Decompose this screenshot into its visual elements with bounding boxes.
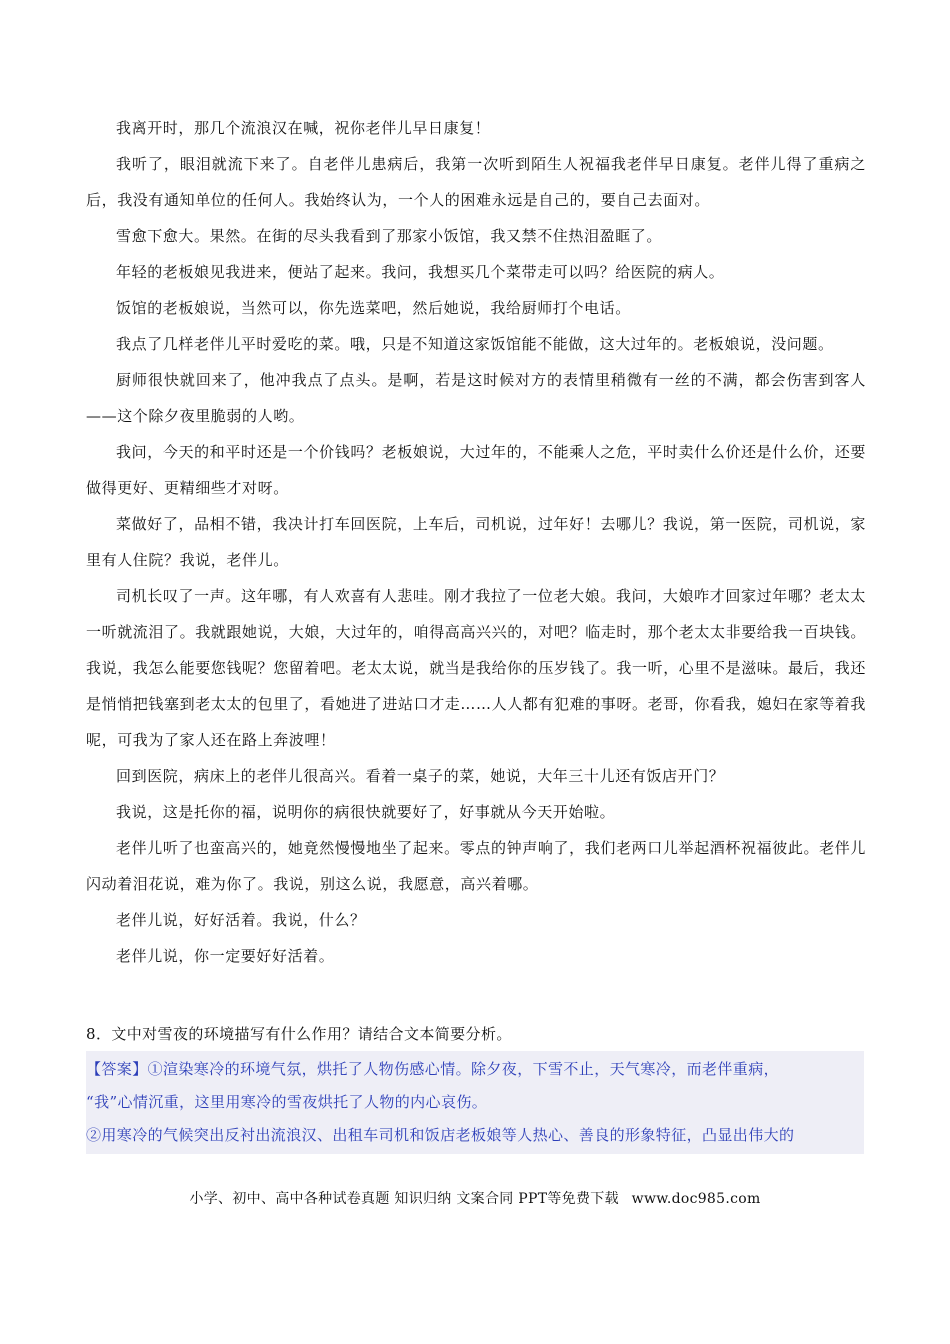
question-8: 8．文中对雪夜的环境描写有什么作用？请结合文本简要分析。 bbox=[86, 1025, 512, 1043]
paragraph-3: 雪愈下愈大。果然。在街的尽头我看到了那家小饭馆，我又禁不住热泪盈眶了。 bbox=[116, 227, 663, 245]
answer-line-2: “我”心情沉重，这里用寒冷的雪夜烘托了人物的内心哀伤。 bbox=[86, 1093, 488, 1111]
page-footer bbox=[0, 1188, 950, 1208]
paragraph-11: 回到医院，病床上的老伴儿很高兴。看着一桌子的菜，她说，大年三十儿还有饭店开门？ bbox=[116, 767, 725, 785]
paragraph-2: 我听了，眼泪就流下来了。自老伴儿患病后，我第一次听到陌生人祝福我老伴早日康复。老伴儿得了重病之后，我没有通知单位的任何人。我始终认为，一个人的困难永远是自己的，要自己去面对。 bbox=[86, 155, 866, 209]
footer-text: 小学、初中、高中各种试卷真题 知识归纳 文案合同 PPT等免费下载 bbox=[189, 1191, 619, 1207]
paragraph-6: 我点了几样老伴儿平时爱吃的菜。哦，只是不知道这家饭馆能不能做，这大过年的。老板娘说，没问题。 bbox=[116, 335, 834, 353]
paragraph-1: 我离开时，那几个流浪汉在喊，祝你老伴儿早日康复！ bbox=[116, 119, 491, 137]
paragraph-5: 饭馆的老板娘说，当然可以，你先选菜吧，然后她说，我给厨师打个电话。 bbox=[116, 299, 631, 317]
answer-line-3: ②用寒冷的气候突出反衬出流浪汉、出租车司机和饭店老板娘等人热心、善良的形象特征，凸显出伟大的 bbox=[86, 1126, 795, 1144]
paragraph-10: 司机长叹了一声。这年哪，有人欢喜有人悲哇。刚才我拉了一位老大娘。我问，大娘咋才回家过年哪？老太太一听就流泪了。我就跟她说，大娘，大过年的，咱得高高兴兴的，对吧？临走时，那个老太太非要给我一百块钱。我说，我怎么能要您钱呢？您留着吧。老太太说，就当是我给你的压岁钱了。我一听，心里不是滋味。最后，我还是悄悄把钱塞到老太太的包里了，看她进了进站口才走……人人都有犯难的事呀。老哥，你看我，媳妇在家等着我呢，可我为了家人还在路上奔波哩！ bbox=[86, 587, 867, 749]
paragraph-15: 老伴儿说，你一定要好好活着。 bbox=[116, 947, 335, 965]
paragraph-12: 我说，这是托你的福，说明你的病很快就要好了，好事就从今天开始啦。 bbox=[116, 803, 616, 821]
paragraph-14: 老伴儿说，好好活着。我说，什么？ bbox=[116, 911, 366, 929]
answer-line-1: 【答案】①渲染寒冷的环境气氛，烘托了人物伤感心情。除夕夜，下雪不止，天气寒冷，而老伴重病， bbox=[86, 1060, 780, 1078]
paragraph-8: 我问，今天的和平时还是一个价钱吗？老板娘说，大过年的，不能乘人之危，平时卖什么价还是什么价，还要做得更好、更精细些才对呀。 bbox=[86, 443, 866, 497]
answer-box bbox=[86, 1051, 864, 1154]
paragraph-13: 老伴儿听了也蛮高兴的，她竟然慢慢地坐了起来。零点的钟声响了，我们老两口儿举起酒杯祝福彼此。老伴儿闪动着泪花说，难为你了。我说，别这么说，我愿意，高兴着哪。 bbox=[86, 839, 866, 893]
story-text bbox=[86, 110, 866, 974]
paragraph-4: 年轻的老板娘见我进来，便站了起来。我问，我想买几个菜带走可以吗？给医院的病人。 bbox=[116, 263, 725, 281]
paragraph-9: 菜做好了，品相不错，我决计打车回医院，上车后，司机说，过年好！去哪儿？我说，第一医院，司机说，家里有人住院？我说，老伴儿。 bbox=[86, 515, 866, 569]
paragraph-7: 厨师很快就回来了，他冲我点了点头。是啊，若是这时候对方的表情里稍微有一丝的不满，都会伤害到客人——这个除夕夜里脆弱的人哟。 bbox=[86, 371, 866, 425]
footer-link[interactable]: www.doc985.com bbox=[631, 1191, 761, 1207]
